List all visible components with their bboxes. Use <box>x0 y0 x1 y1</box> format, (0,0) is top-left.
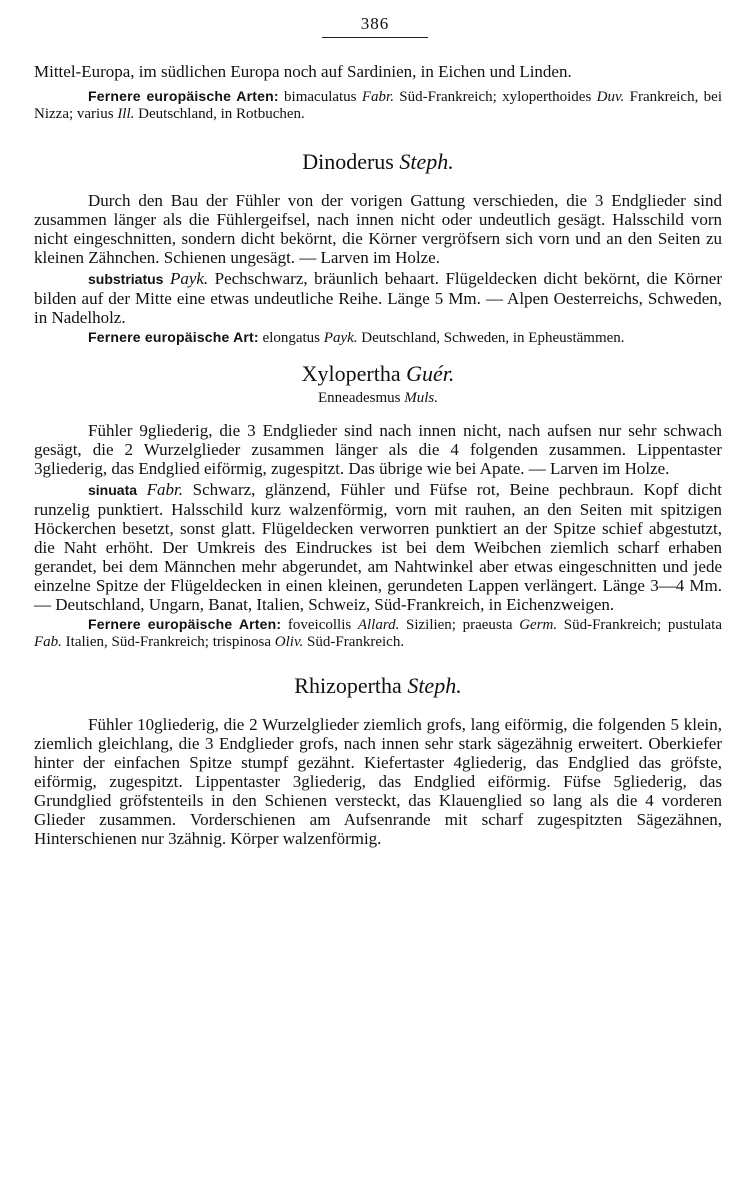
species-name: sinuata <box>88 482 138 498</box>
genus-author: Steph. <box>399 149 454 174</box>
species-name: substriatus <box>88 271 164 287</box>
genus-description-xylopertha: Fühler 9gliederig, die 3 Endglieder sind nach innen nicht, nach aufsen nur sehr schwach gesägt, die 2 Wurzelglieder zusammen länger als die 4 folgenden zusammen. Lippentaster 3gliederig, das Endglied eiförmig, zugespitzt. Das übrige wie bei Apate. — Larven im Holze. <box>34 421 722 478</box>
genus-description-dinoderus: Durch den Bau der Fühler von der vorigen Gattung verschieden, die 3 Endglieder sind zusammen länger als die Fühlergeifsel, nach innen nicht oder undeutlich gesägt. Halsschild vorn nicht eingeschnitten, sondern dicht bekörnt, die Körner vergröfsern sich vorn und an den Seiten zu kleinen Zähnchen. Schienen ungesägt. — Larven im Holze. <box>34 191 722 267</box>
genus-name: Rhizopertha <box>294 673 402 698</box>
page-content <box>34 62 722 848</box>
further-label: Fernere europäische Arten: <box>88 616 282 632</box>
genus-name: Dinoderus <box>302 149 394 174</box>
genus-author: Steph. <box>407 673 462 698</box>
genus-heading-rhizopertha <box>34 673 722 699</box>
intro-paragraph: Mittel-Europa, im südlichen Europa noch auf Sardinien, in Eichen und Linden. <box>34 62 572 81</box>
genus-name: Xylopertha <box>301 361 401 386</box>
page-number: 386 <box>360 14 390 33</box>
genus-heading-xylopertha <box>34 361 722 387</box>
species-sinuata: sinuata Fabr. Schwarz, glänzend, Fühler und Füfse rot, Beine pechbraun. Kopf dicht runzelig punktiert. Halsschild kurz walzenförmig, vorn mit rauhen, an den Seiten mit spitzigen Höckerchen besetzt, sonst glatt. Flügeldecken verworren punktiert an der Spitze schief abgestutzt, die Naht erhöht. Der Umkreis des Eindruckes ist bei dem Weibchen ziemlich scharf erhaben gerandet, bei dem Männchen mehr abgerundet, am Nahtwinkel aber etwas eingeschnitten und jede einzelne Spitze der Flügeldecken in einen kleinen, gerundeten Lappen verlängert. Länge 3—4 Mm. — Deutschland, Ungarn, Banat, Italien, Schweiz, Süd-Frankreich, in Eichenzweigen. <box>34 480 722 614</box>
header-rule <box>322 37 428 38</box>
further-species-xylopertha: Fernere europäische Arten: foveicollis Allard. Sizilien; praeusta Germ. Süd-Frankreich; pustulata Fab. Italien, Süd-Frankreich; trispinosa Oliv. Süd-Frankreich. <box>34 616 723 650</box>
further-species-apate: Fernere europäische Arten: bimaculatus Fabr. Süd-Frankreich; xyloperthoides Duv. Frankreich, bei Nizza; varius Ill. Deutschland, in Rotbuchen. <box>34 88 722 122</box>
further-label: Fernere europäische Art: <box>88 329 259 345</box>
further-label: Fernere europäische Arten: <box>88 88 279 104</box>
genus-heading-dinoderus <box>34 149 722 175</box>
species-substriatus: substriatus Payk. Pechschwarz, bräunlich behaart. Flügeldecken dicht bekörnt, die Körner bilden auf der Mitte eine etwas undeutliche Reihe. Länge 5 Mm. — Alpen Oesterreichs, Schweden, in Nadelholz. <box>34 269 723 327</box>
genus-description-rhizopertha: Fühler 10gliederig, die 2 Wurzelglieder ziemlich grofs, lang eiförmig, die folgenden 5 klein, ziemlich gleichlang, die 3 Endglieder grofs, nach innen sehr stark sägezähnig erweitert. Oberkiefer hinter der einfachen Spitze stumpf gezähnt. Kiefertaster 4gliederig, das Endglied das gröfste, eiförmig, zugespitzt. Lippentaster 3gliederig, das Endglied eiförmig. Füfse 5gliederig, das Grundglied gröfstenteils in den Schienen versteckt, das Klauenglied so lang als die 4 vorderen Glieder zusammen. Vorderschienen am Aufsenrande mit scharf zugespitzten Sägezähnen, Hinterschienen nur 3zähnig. Körper walzenförmig. <box>34 715 722 848</box>
further-species-dinoderus: Fernere europäische Art: elongatus Payk. Deutschland, Schweden, in Epheustämmen. <box>88 329 625 346</box>
genus-author: Guér. <box>406 361 455 386</box>
synonym-enneadesmus: Enneadesmus Muls. <box>318 390 438 406</box>
